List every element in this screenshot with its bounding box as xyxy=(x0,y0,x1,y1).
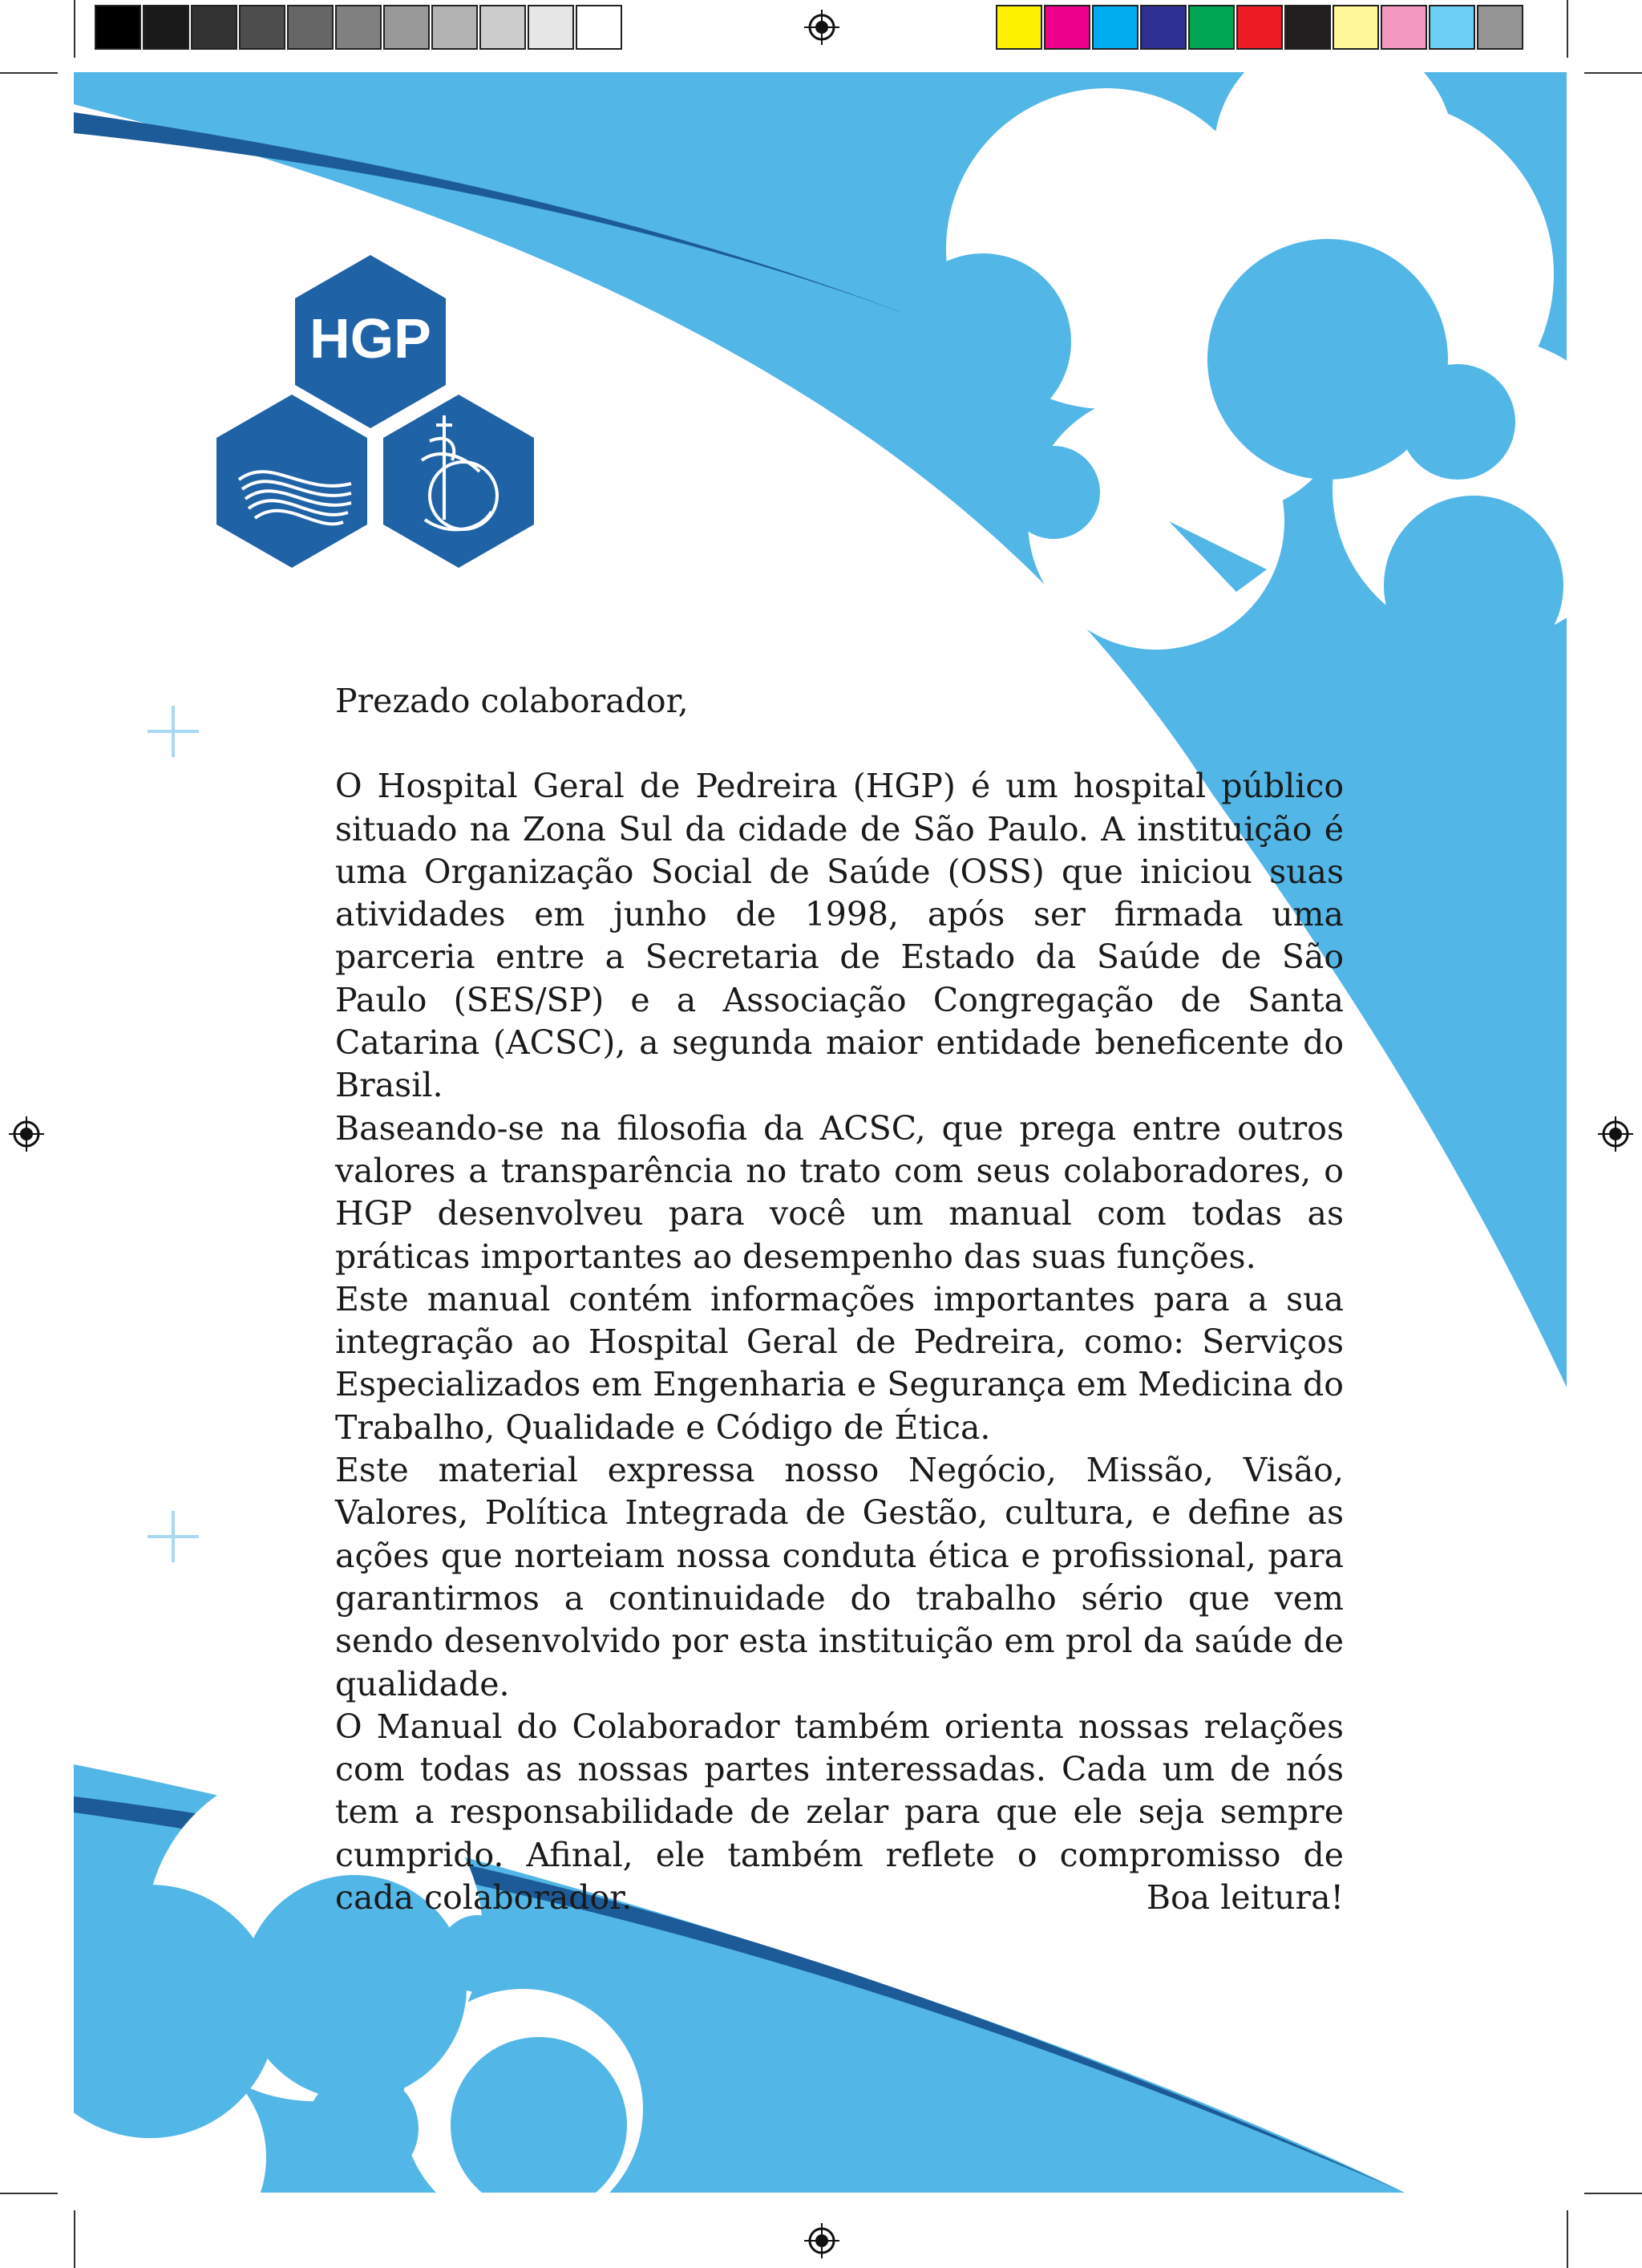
crop-mark xyxy=(0,72,58,74)
color-swatch xyxy=(1044,5,1090,50)
logo-text: HGP xyxy=(309,307,431,370)
gray-swatch xyxy=(431,5,478,50)
letter-greeting: Prezado colaborador, xyxy=(335,682,689,720)
logo-hexagon-left xyxy=(216,395,367,568)
color-swatch xyxy=(1381,5,1427,50)
grayscale-calibration-bar xyxy=(95,5,624,50)
color-swatch xyxy=(1188,5,1235,50)
crop-mark xyxy=(1584,72,1642,74)
gray-swatch xyxy=(335,5,382,50)
registration-mark-icon xyxy=(9,1116,44,1152)
gray-swatch xyxy=(287,5,334,50)
plus-decoration-icon xyxy=(148,706,199,757)
letter-body xyxy=(335,680,1344,1919)
gray-swatch xyxy=(95,5,141,50)
gray-swatch xyxy=(143,5,189,50)
color-swatch xyxy=(1333,5,1379,50)
gray-swatch xyxy=(239,5,285,50)
logo-hexagon-right xyxy=(383,395,534,568)
crop-mark xyxy=(1584,2193,1642,2194)
registration-mark-icon xyxy=(804,10,839,45)
color-swatch xyxy=(1477,5,1523,50)
color-swatch xyxy=(1284,5,1331,50)
letter-paragraph: O Hospital Geral de Pedreira (HGP) é um hospital público situado na Zona Sul da cidade de São Paulo. A instituição é uma Organização Social de Saúde (OSS) que iniciou suas atividades em junho de 1998, após ser firmada uma parceria entre a Secretaria de Estado da Saúde de São Paulo (SES/SP) e a Associação Congregação de Santa Catarina (ACSC), a segunda maior entidade beneficente do Brasil. xyxy=(335,767,1344,1105)
letter-paragraph: O Manual do Colaborador também orienta nossas relações com todas as nossas partes interessadas. Cada um de nós tem a responsabilidade de zelar para que ele seja sempre cumprido. Afinal, ele também reflete o compromisso de cada colaborador. xyxy=(335,1707,1344,1918)
registration-mark-icon xyxy=(804,2223,839,2258)
gray-swatch xyxy=(383,5,430,50)
gray-swatch xyxy=(479,5,526,50)
crop-mark xyxy=(1567,2210,1568,2268)
color-swatch xyxy=(1140,5,1187,50)
color-swatch xyxy=(1236,5,1283,50)
gray-swatch xyxy=(191,5,237,50)
gray-swatch xyxy=(528,5,574,50)
letter-paragraph: Baseando-se na filosofia da ACSC, que prega entre outros valores a transparência no trato com seus colaboradores, o HGP desenvolveu para você um manual com todas as práticas importantes ao desempenho das suas funções. xyxy=(335,1108,1344,1276)
crop-mark xyxy=(74,2210,75,2268)
letter-paragraph: Este material expressa nosso Negócio, Missão, Visão, Valores, Política Integrada de Gestão, cultura, e define as ações que norteiam nossa conduta ética e profissional, para garantirmos a continuidade do trabalho sério que vem sendo desenvolvido por esta instituição em prol da saúde de qualidade. xyxy=(335,1451,1344,1703)
color-swatch xyxy=(1092,5,1138,50)
gray-swatch xyxy=(576,5,622,50)
color-swatch xyxy=(1429,5,1475,50)
plus-decoration-icon xyxy=(148,1511,199,1562)
letter-closing: Boa leitura! xyxy=(1146,1878,1344,1917)
crop-mark xyxy=(1567,0,1568,58)
color-calibration-bar xyxy=(996,5,1525,50)
registration-mark-icon xyxy=(1598,1116,1633,1152)
crop-mark xyxy=(74,0,75,58)
hgp-logo xyxy=(215,255,548,568)
letter-paragraph: Este manual contém informações importantes para a sua integração ao Hospital Geral de Pedreira, como: Serviços Especializados em Engenharia e Segurança em Medicina do Trabalho, Qualidade e Código de Ética. xyxy=(335,1279,1344,1447)
color-swatch xyxy=(996,5,1042,50)
crop-mark xyxy=(0,2193,58,2194)
